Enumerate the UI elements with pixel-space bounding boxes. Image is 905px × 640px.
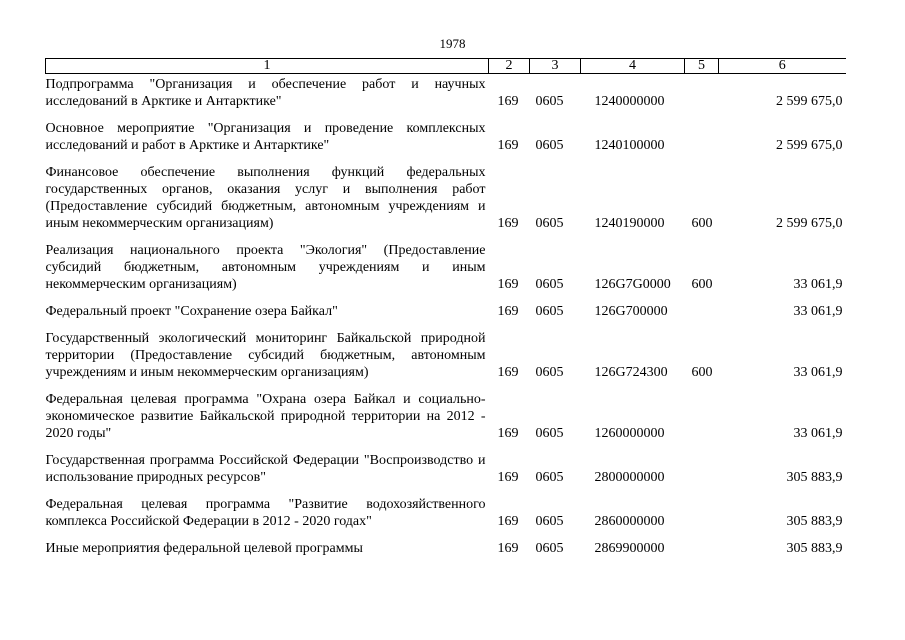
row-section: 0605 bbox=[535, 365, 564, 380]
header-col-6: 6 bbox=[719, 59, 846, 74]
row-expense-type: 600 bbox=[691, 216, 713, 231]
row-sum: 305 883,9 bbox=[786, 541, 843, 556]
row-section: 0605 bbox=[535, 426, 564, 441]
row-target-item: 126G724300 bbox=[594, 365, 668, 380]
row-code: 169 bbox=[497, 541, 519, 556]
row-name: Подпрограмма "Организация и обеспечение работ и научных исследований в Арктике и Антарктике" bbox=[45, 77, 486, 109]
row-expense-type bbox=[685, 540, 719, 567]
header-row bbox=[46, 59, 846, 74]
header-col-1: 1 bbox=[46, 59, 489, 74]
header-col-5: 5 bbox=[685, 59, 719, 74]
row-expense-type: 600 bbox=[691, 277, 713, 292]
row-sum: 33 061,9 bbox=[793, 426, 843, 441]
row-name: Федеральный проект "Сохранение озера Байкал" bbox=[45, 304, 338, 319]
row-code: 169 bbox=[497, 94, 519, 109]
row-target-item: 1240000000 bbox=[594, 94, 665, 109]
table-row bbox=[46, 391, 846, 452]
row-code: 169 bbox=[497, 216, 519, 231]
row-section: 0605 bbox=[535, 470, 564, 485]
row-target-item: 2800000000 bbox=[594, 470, 665, 485]
row-section: 0605 bbox=[535, 277, 564, 292]
table-row bbox=[46, 303, 846, 330]
budget-table bbox=[45, 58, 846, 567]
row-sum: 33 061,9 bbox=[793, 365, 843, 380]
row-target-item: 1240100000 bbox=[594, 138, 665, 153]
row-name: Финансовое обеспечение выполнения функций федеральных государственных органов, оказания услуг и выполнения работ (Предоставление субсидий бюджетным, автономным учреждениям и иным некоммерческим организациям) bbox=[45, 165, 486, 231]
row-target-item: 1240190000 bbox=[594, 216, 665, 231]
row-target-item: 2869900000 bbox=[594, 541, 665, 556]
row-code: 169 bbox=[497, 514, 519, 529]
row-name: Федеральная целевая программа "Развитие водохозяйственного комплекса Российской Федерации в 2012 - 2020 годах" bbox=[45, 497, 486, 529]
row-section: 0605 bbox=[535, 94, 564, 109]
row-code: 169 bbox=[497, 365, 519, 380]
row-section: 0605 bbox=[535, 514, 564, 529]
header-col-4: 4 bbox=[581, 59, 685, 74]
row-expense-type: 600 bbox=[691, 365, 713, 380]
header-col-2: 2 bbox=[489, 59, 530, 74]
row-target-item: 1260000000 bbox=[594, 426, 665, 441]
row-name: Иные мероприятия федеральной целевой программы bbox=[45, 541, 363, 556]
row-sum: 33 061,9 bbox=[793, 304, 843, 319]
row-section: 0605 bbox=[535, 304, 564, 319]
row-expense-type bbox=[685, 452, 719, 496]
table-row bbox=[46, 452, 846, 496]
table-row bbox=[46, 74, 846, 121]
table-row bbox=[46, 164, 846, 242]
row-sum: 2 599 675,0 bbox=[776, 216, 843, 231]
row-code: 169 bbox=[497, 304, 519, 319]
row-sum: 2 599 675,0 bbox=[776, 94, 843, 109]
row-name: Государственный экологический мониторинг Байкальской природной территории (Предоставление субсидий бюджетным, автономным учреждениям и иным некоммерческим организациям) bbox=[45, 331, 486, 380]
row-expense-type bbox=[685, 303, 719, 330]
row-expense-type bbox=[685, 391, 719, 452]
row-name: Федеральная целевая программа "Охрана озера Байкал и социально-экономическое развитие Байкальской природной территории на 2012 - 2020 годы" bbox=[45, 392, 486, 441]
row-target-item: 2860000000 bbox=[594, 514, 665, 529]
row-expense-type bbox=[685, 496, 719, 540]
row-name: Реализация национального проекта "Экология" (Предоставление субсидий бюджетным, автономным учреждениям и иным некоммерческим организациям) bbox=[45, 243, 486, 292]
table-row bbox=[46, 120, 846, 164]
row-target-item: 126G700000 bbox=[594, 304, 668, 319]
row-section: 0605 bbox=[535, 138, 564, 153]
row-code: 169 bbox=[497, 277, 519, 292]
row-expense-type bbox=[685, 120, 719, 164]
page-number: 1978 bbox=[439, 36, 466, 51]
row-sum: 2 599 675,0 bbox=[776, 138, 843, 153]
row-code: 169 bbox=[497, 470, 519, 485]
row-expense-type bbox=[685, 74, 719, 121]
row-code: 169 bbox=[497, 138, 519, 153]
row-section: 0605 bbox=[535, 541, 564, 556]
table-row bbox=[46, 330, 846, 391]
row-sum: 305 883,9 bbox=[786, 514, 843, 529]
table-row bbox=[46, 496, 846, 540]
table-row bbox=[46, 242, 846, 303]
row-target-item: 126G7G0000 bbox=[594, 277, 671, 292]
row-sum: 305 883,9 bbox=[786, 470, 843, 485]
header-col-3: 3 bbox=[530, 59, 581, 74]
table-row bbox=[46, 540, 846, 567]
row-name: Государственная программа Российской Федерации "Воспроизводство и использование природных ресурсов" bbox=[45, 453, 486, 485]
row-section: 0605 bbox=[535, 216, 564, 231]
row-name: Основное мероприятие "Организация и проведение комплексных исследований и работ в Арктике и Антарктике" bbox=[45, 121, 486, 153]
row-sum: 33 061,9 bbox=[793, 277, 843, 292]
row-code: 169 bbox=[497, 426, 519, 441]
